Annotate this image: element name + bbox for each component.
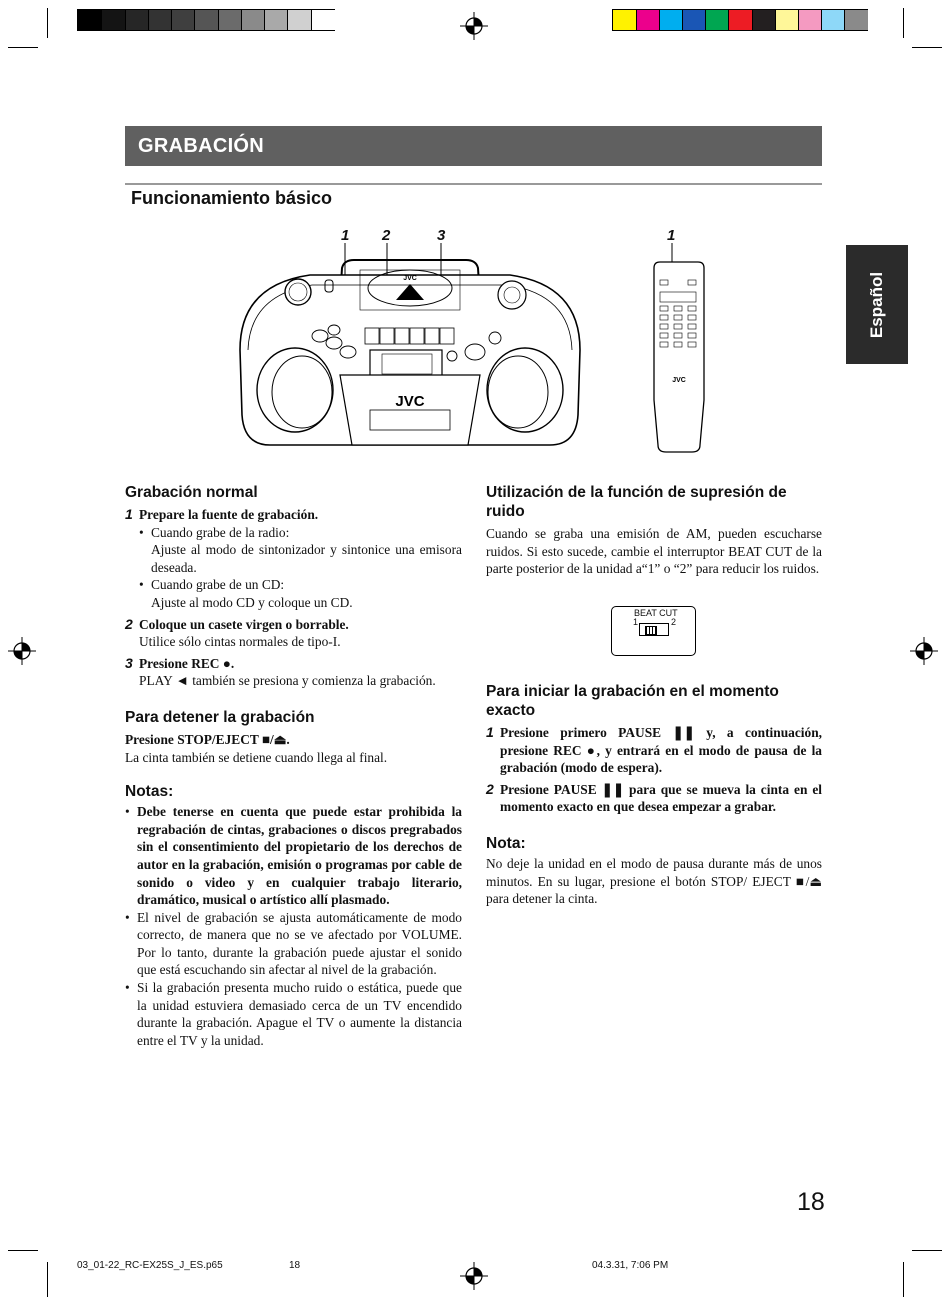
step-bullet: Cuando grabe de un CD: [151, 577, 285, 593]
callout-remote-1: 1 [667, 227, 676, 244]
exact-step-2 [486, 781, 822, 816]
step-text: Coloque un casete virgen o borrable. [139, 616, 349, 632]
step-sub: PLAY ◄ también se presiona y comienza la grabación. [139, 673, 436, 689]
color-swatch [798, 10, 822, 30]
step-3 [125, 655, 462, 673]
registration-mark-icon [8, 637, 36, 665]
step-text: Presione PAUSE ❚❚ para que se mueva la cinta en el momento exacto en que desea empezar a grabar. [500, 781, 822, 815]
crop-mark [8, 1250, 38, 1251]
crop-mark [8, 47, 38, 48]
note-title: Nota: [486, 834, 526, 852]
registration-mark-icon [460, 1262, 488, 1290]
registration-mark-icon [910, 637, 938, 665]
step-text: Presione REC ●. [139, 655, 235, 671]
beat-cut-switch [611, 606, 696, 656]
crop-mark [903, 1262, 904, 1297]
step-number: 1 [486, 724, 494, 740]
remote-brand: JVC [672, 377, 686, 384]
color-swatch [264, 10, 288, 30]
step-bullet: Cuando grabe de la radio: [151, 524, 290, 540]
beat-cut-label: BEAT CUT [634, 608, 678, 618]
color-swatch [728, 10, 752, 30]
notes-title: Notas: [125, 783, 174, 801]
color-swatch [821, 10, 845, 30]
page-number: 18 [797, 1188, 825, 1216]
front-brand: JVC [395, 393, 425, 410]
language-tab-label: Español [867, 271, 886, 338]
lid-brand: JVC [403, 275, 417, 282]
step-1 [125, 506, 462, 524]
color-swatch [311, 10, 335, 30]
beat-cut-pos-1: 1 [633, 617, 639, 627]
note-item: El nivel de grabación se ajusta automáticamente de modo correcto, de manera que no se ve afectado por VOLUME. Por lo tanto, durante la grabación puede ajustar el sonido que está escuchando sin afectar al nivel de la grabación. [137, 909, 462, 978]
note-item: Debe tenerse en cuenta que puede estar prohibida la regrabación de cintas, grabaciones o discos pregrabados sin el consentimiento del propietario de los derechos de autor en la grabación, emisión o programas por cable de sonido o video y en cualquier trabajo literario, dramático, musical o artístico allí plasmado. [137, 804, 462, 908]
color-swatch [218, 10, 242, 30]
callout-1: 1 [341, 227, 350, 244]
exact-timing-title: Para iniciar la grabación en el momento exacto [486, 683, 779, 719]
stop-instruction: Presione STOP/EJECT ■/⏏. [125, 731, 290, 747]
step-number: 3 [125, 654, 133, 671]
color-swatch [148, 10, 172, 30]
footer-page: 18 [289, 1260, 301, 1271]
crop-mark [47, 8, 48, 38]
exact-step-1 [486, 724, 822, 777]
beat-cut-pos-2: 2 [671, 617, 677, 627]
beat-cut-slider[interactable] [639, 623, 669, 636]
step-number: 2 [125, 615, 133, 632]
note-text: No deje la unidad en el modo de pausa durante más de unos minutos. En su lugar, presione el botón STOP/ EJECT ■/⏏ para detener la cinta. [486, 855, 822, 907]
right-column [486, 483, 822, 578]
color-swatch [78, 10, 101, 30]
footer-filename: 03_01-22_RC-EX25S_J_ES.p65 [77, 1260, 223, 1271]
color-swatch [125, 10, 149, 30]
color-swatch [636, 10, 660, 30]
remote-illustration [650, 240, 710, 455]
section-header [125, 126, 822, 166]
crop-mark [912, 47, 942, 48]
color-swatch-bar [612, 9, 868, 31]
noise-reduction-title: Utilización de la función de supresión de ruido [486, 484, 787, 520]
left-column: Grabación normal 1 Prepare la fuente de grabación. • Cuando grabe de la radio: Ajuste al modo de sintonizador y sintonice una emisora deseada. • Cuando grabe de un CD: Ajuste al modo CD y coloque un CD. 2 Coloque un casete virgen o borrable. Utilice sólo cintas normales de tipo-I. 3 Presione REC ●. PLAY ◄ también se presiona y comienza la grabación. Para detener la grabación Presione STOP/EJECT ■/⏏. La cinta también se detiene cuando llega al final. Notas: • Debe tenerse en cuenta que puede estar prohibida la regrabación de cintas, grabaciones o discos pregrabados sin el consentimiento del propietario de los derechos de autor en la grabación, emisión o programas por cable de sonido o video y en cualquier trabajo literario, dramático, musical o artístico allí plasmado. • El nivel de grabación se ajusta automáticamente de modo correcto, de manera que no se ve afectado por VOLUME. Por lo tanto, durante la grabación puede ajustar el sonido que está escuchando sin afectar al nivel de la grabación. • Si la grabación presenta mucho ruido o estática, puede que la unidad estuviera demasiado cerca de un TV encendido durante la grabación. Apague el TV o aumente la distancia entre el TV y la unidad. [125, 484, 462, 1048]
language-tab [846, 245, 908, 364]
color-swatch [101, 10, 125, 30]
noise-reduction-text: Cuando se graba una emisión de AM, pueden escucharse ruidos. Si esto sucede, cambie el interruptor BEAT CUT de la parte posterior de la unidad a“1” o “2” para reducir los ruidos. [486, 526, 822, 577]
color-swatch [241, 10, 265, 30]
crop-mark [912, 1250, 942, 1251]
callout-3: 3 [437, 227, 446, 244]
step-2 [125, 616, 462, 634]
color-swatch [171, 10, 195, 30]
page-subtitle: Funcionamiento básico [131, 188, 333, 208]
step-text: Prepare la fuente de grabación. [139, 507, 319, 522]
color-swatch [194, 10, 218, 30]
right-column-lower [486, 682, 822, 908]
step-bullet-sub: Ajuste al modo CD y coloque un CD. [151, 594, 353, 610]
note-item: Si la grabación presenta mucho ruido o estática, puede que la unidad estuviera demasiado cerca de un TV encendido durante la grabación. Apague el TV o aumente la distancia entre el TV y la unidad. [137, 980, 462, 1048]
color-swatch [775, 10, 799, 30]
step-number: 2 [486, 780, 494, 797]
section-title: GRABACIÓN [138, 135, 265, 157]
callout-2: 2 [382, 227, 391, 244]
step-number: 1 [125, 506, 133, 522]
color-swatch [659, 10, 683, 30]
color-swatch [752, 10, 776, 30]
color-swatch [682, 10, 706, 30]
step-text: Presione primero PAUSE ❚❚ y, a continuación, presione REC ●, y entrará en el modo de pausa de la grabación (modo de espera). [500, 725, 822, 776]
registration-mark-icon [460, 12, 488, 40]
color-swatch [705, 10, 729, 30]
footer-date: 04.3.31, 7:06 PM [592, 1260, 669, 1271]
color-swatch [613, 10, 636, 30]
step-sub: Utilice sólo cintas normales de tipo-I. [139, 634, 341, 650]
color-swatch [287, 10, 311, 30]
stop-recording-title: Para detener la grabación [125, 708, 315, 726]
boombox-illustration [230, 240, 590, 455]
subtitle-rule [125, 183, 822, 185]
crop-mark [903, 8, 904, 38]
step-bullet-sub: Ajuste al modo de sintonizador y sintonice una emisora deseada. [151, 542, 462, 575]
normal-recording-title: Grabación normal [125, 484, 258, 501]
stop-text: La cinta también se detiene cuando llega al final. [125, 749, 388, 765]
crop-mark [47, 1262, 48, 1297]
gray-swatch-bar [77, 9, 335, 31]
color-swatch [844, 10, 868, 30]
